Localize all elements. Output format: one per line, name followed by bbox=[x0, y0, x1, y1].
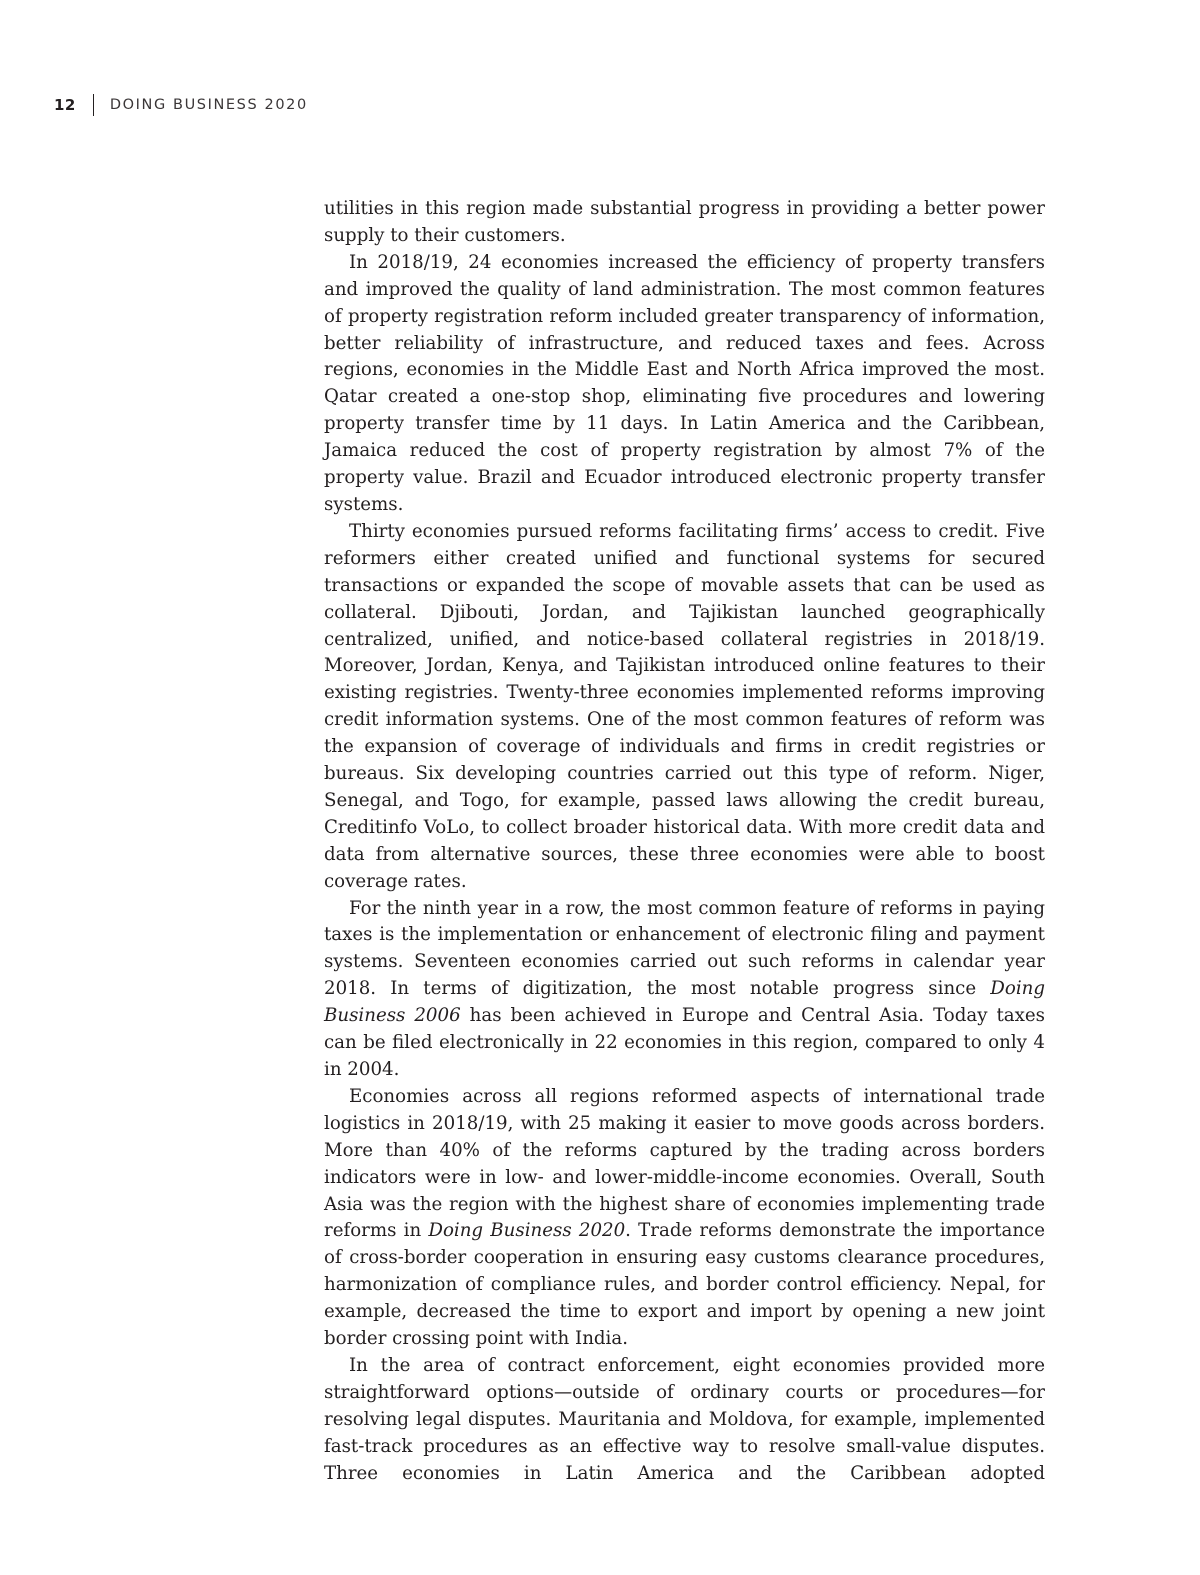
paragraph-power-supply bbox=[324, 196, 1045, 250]
paragraph-getting-credit bbox=[324, 519, 1045, 896]
text-run: utilities in this region made substantial progress in providing a better power supply to their customers. bbox=[324, 198, 1045, 246]
header-divider bbox=[93, 94, 94, 116]
text-run: For the ninth year in a row, the most common feature of reforms in paying taxes is the implementation or enhancement of electronic filing and payment systems. Seventeen economies carried out such reforms in calendar year 2018. In terms of digitization, the most notable progress since bbox=[324, 897, 1045, 1000]
italic-title-run: Doing Business 2006 bbox=[324, 978, 1045, 1027]
text-run: In 2018/19, 24 economies increased the efficiency of property transfers and improved the quality of land administration. The most common features of property registration reform included greater transparency of information, better reliability of infrastructure, and reduced taxes and fees. Across regions, economies in the Middle East and North Africa improved the most. Qatar created a one-stop shop, eliminating five procedures and lowering property transfer time by 11 days. In Latin America and the Caribbean, Jamaica reduced the cost of property registration by almost 7% of the property value. Brazil and Ecuador introduced electronic property transfer systems. bbox=[324, 251, 1045, 515]
publication-title: DOING BUSINESS 2020 bbox=[109, 97, 308, 113]
paragraph-enforcing-contracts bbox=[324, 1353, 1045, 1488]
running-header bbox=[54, 92, 308, 118]
text-run: has been achieved in Europe and Central Asia. Today taxes can be filed electronically in 22 economies in this region, compared to only 4 in 2004. bbox=[324, 1005, 1045, 1080]
paragraph-paying-taxes bbox=[324, 896, 1045, 1084]
body-text-column bbox=[324, 196, 1045, 1488]
page-number: 12 bbox=[54, 96, 76, 114]
paragraph-registering-property bbox=[324, 250, 1045, 519]
italic-title-run: Doing Business 2020 bbox=[428, 1220, 626, 1242]
paragraph-trading-across-borders bbox=[324, 1084, 1045, 1353]
text-run: In the area of contract enforcement, eight economies provided more straightforward options—outside of ordinary courts or procedures—for resolving legal disputes. Mauritania and Moldova, for example, implemented fast-track procedures as an effective way to resolve small-value disputes. Three economies in Latin America and the Caribbean adopted bbox=[324, 1354, 1045, 1484]
text-run: Economies across all regions reformed aspects of international trade logistics in 2018/19, with 25 making it easier to move goods across borders. More than 40% of the reforms captured by the trading across borders indicators were in low- and lower-middle-income economies. Overall, South Asia was the region with the highest share of economies implementing trade reforms in bbox=[324, 1085, 1045, 1242]
text-run: Thirty economies pursued reforms facilitating firms’ access to credit. Five reformers either created unified and functional systems for secured transactions or expanded the scope of movable assets that can be used as collateral. Djibouti, Jordan, and Tajikistan launched geographically centralized, unified, and notice-based collateral registries in 2018/19. Moreover, Jordan, Kenya, and Tajikistan introduced online features to their existing registries. Twenty-three economies implemented reforms improving credit information systems. One of the most common features of reform was the expansion of coverage of individuals and firms in credit registries or bureaus. Six developing countries carried out this type of reform. Niger, Senegal, and Togo, for example, passed laws allowing the credit bureau, Creditinfo VoLo, to collect broader historical data. With more credit data and data from alternative sources, these three economies were able to boost coverage rates. bbox=[324, 520, 1045, 892]
text-run: . Trade reforms demonstrate the importance of cross-border cooperation in ensuring easy customs clearance procedures, harmonization of compliance rules, and border control efficiency. Nepal, for example, decreased the time to export and import by opening a new joint border crossing point with India. bbox=[324, 1220, 1045, 1350]
